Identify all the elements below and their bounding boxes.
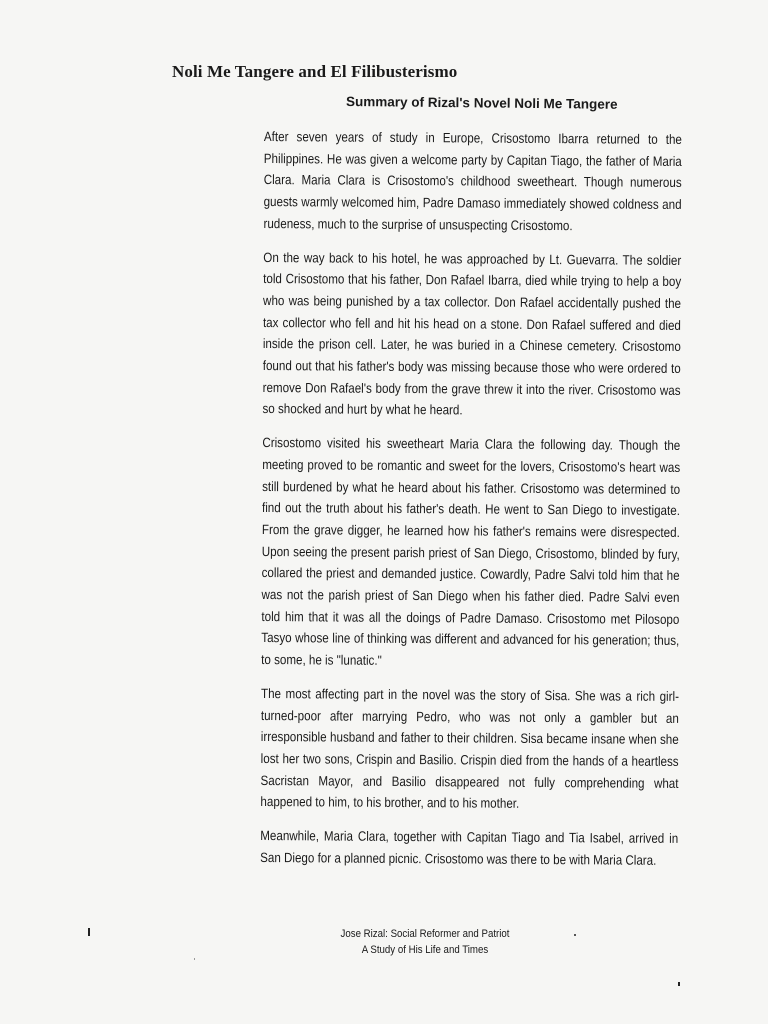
document-title: Summary of Rizal's Novel Noli Me Tangere <box>345 94 618 112</box>
footer-line-1: Jose Rizal: Social Reformer and Patriot <box>340 928 510 940</box>
footer-line-2: A Study of His Life and Times <box>361 944 489 956</box>
scan-speck <box>194 958 195 960</box>
document-body <box>260 126 682 883</box>
running-header: Noli Me Tangere and El Filibusterismo <box>172 62 458 81</box>
paragraph-1: After seven years of study in Europe, Crisostomo Ibarra returned to the Philippines. He was given a welcome party by Capitan Tiago, the father of Maria Clara. Maria Clara is Crisostomo's childhood sweetheart. Though numerous guests warmly welcomed him, Padre Damaso immediately showed coldness and rudeness, much to the surprise of unsuspecting Crisostomo. <box>263 128 682 234</box>
paragraph-5: Meanwhile, Maria Clara, together with Capitan Tiago and Tia Isabel, arrived in San Diego for a planned picnic. Crisostomo was there to be with Maria Clara. <box>260 828 679 868</box>
paragraph-3: Crisostomo visited his sweetheart Maria Clara the following day. Though the meeting proved to be romantic and sweet for the lovers, Crisostomo's heart was still burdened by what he heard about his father. Crisostomo was determined to find out the truth about his father's death. He went to San Diego to investigate. From the grave digger, he learned how his father's remains were disrespected. Upon seeing the present parish priest of San Diego, Crisostomo, blinded by fury, collared the priest and demanded justice. Cowardly, Padre Salvi told him that he was not the parish priest of San Diego when his father died. Padre Salvi even told him that it was all the doings of Padre Damaso. Crisostomo met Pilosopo Tasyo whose line of thinking was different and advanced for his generation; thus, to some, he is "lunatic." <box>261 435 681 669</box>
paragraph-2: On the way back to his hotel, he was approached by Lt. Guevarra. The soldier told Crisostomo that his father, Don Rafael Ibarra, died while trying to help a boy who was being punished by a tax collector. Don Rafael accidentally pushed the tax collector who fell and hit his head on a stone. Don Rafael suffered and died inside the prison cell. Later, he was buried in a Chinese cemetery. Crisostomo found out that his father's body was missing because those who were ordered to remove Don Rafael's body from the grave threw it into the river. Crisostomo was so shocked and hurt by what he heard. <box>262 249 682 418</box>
scan-speck <box>678 982 680 986</box>
paragraph-4: The most affecting part in the novel was the story of Sisa. She was a rich girl-turned-poor after marrying Pedro, who was not only a gambler but an irresponsible husband and father to their children. Sisa became insane when she lost her two sons, Crispin and Basilio. Crispin died from the hands of a heartless Sacristan Mayor, and Basilio disappeared not fully comprehending what happened to him, to his brother, and to his mother. <box>260 685 680 812</box>
scan-speck <box>574 934 576 936</box>
scan-speck <box>88 928 90 936</box>
page-footer <box>315 926 535 958</box>
